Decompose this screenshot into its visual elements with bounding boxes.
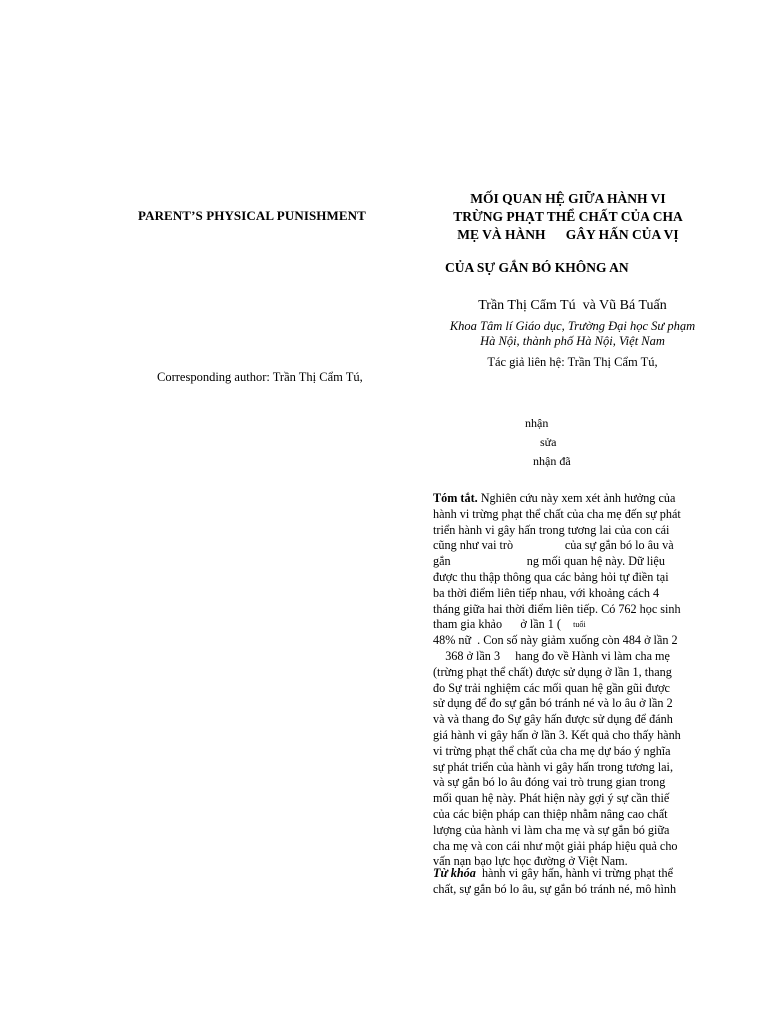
abstract-line: hành vi trừng phạt thể chất của cha mẹ đến sự phát [433, 506, 681, 521]
abstract-line: lượng của hành vi làm cha mẹ và sự gắn bó giữa [433, 822, 670, 837]
abstract-line: 368 ở lần 3 hang đo về Hành vi làm cha mẹ [433, 648, 670, 663]
corresponding-author-en: Corresponding author: Trần Thị Cẩm Tú, [157, 370, 363, 384]
abstract-line: triển hành vi gây hấn trong tương lai của con cái [433, 522, 670, 537]
affiliation-line: Khoa Tâm lí Giáo dục, Trường Đại học Sư phạm [449, 319, 696, 333]
abstract-line: cha mẹ và con cái như một giải pháp hiệu quả cho [433, 838, 678, 853]
abstract-line: vấn nạn bạo lực học đường ở Việt Nam. [433, 854, 628, 869]
abstract [433, 491, 720, 870]
vietnamese-title-line: CỦA SỰ GẮN BÓ KHÔNG AN [445, 260, 629, 275]
abstract-line: và và thang đo Sự gây hấn được sử dụng để đánh [433, 712, 673, 727]
abstract-line: tháng giữa hai thời điểm liên tiếp. Có 762 học sinh [433, 601, 681, 616]
abstract-line: sử dụng để đo sự gắn bó tránh né và lo âu ở lần 2 [433, 696, 673, 711]
affiliation-line: Hà Nội, thành phố Hà Nội, Việt Nam [480, 334, 665, 348]
abstract-line [433, 617, 720, 633]
abstract-line: và sự gắn bó lo âu đóng vai trò trung gian trong [433, 775, 666, 790]
corresponding-author-vi: Tác giả liên hệ: Trần Thị Cẩm Tú, [487, 355, 658, 369]
keywords-line: chất, sự gắn bó lo âu, sự gắn bó tránh né, mô hình [433, 881, 677, 896]
keywords-line [433, 866, 720, 882]
abstract-line: ba thời điểm liên tiếp nhau, với khoảng cách 4 [433, 585, 660, 600]
abstract-text: tuổi [573, 620, 586, 630]
abstract-line: (trừng phạt thể chất) được sử dụng ở lần 1, thang [433, 664, 672, 679]
received-date: nhận [525, 416, 549, 430]
keywords-text: hành vi gây hấn, hành vi trừng phạt thể [475, 866, 674, 880]
abstract-line: cũng như vai trò của sự gắn bó lo âu và [433, 538, 674, 553]
abstract-text: Nghiên cứu này xem xét ảnh hưởng của [477, 491, 676, 505]
authors: Trần Thị Cẩm Tú và Vũ Bá Tuấn [478, 298, 667, 313]
abstract-text: tham gia khảo ở lần 1 ( [433, 617, 574, 632]
abstract-line: của các biện pháp can thiệp nhằm nâng cao chất [433, 806, 668, 821]
abstract-line: được thu thập thông qua các bảng hỏi tự điền tại [433, 569, 669, 584]
keywords-label: Từ khóa [433, 866, 476, 880]
abstract-label: Tóm tắt. [433, 491, 478, 505]
vietnamese-title-line: MẸ VÀ HÀNH GÂY HẤN CỦA VỊ [457, 227, 679, 242]
vietnamese-title [438, 190, 698, 244]
abstract-line: mối quan hệ này. Phát hiện này gợi ý sự cần thiế [433, 791, 670, 806]
affiliation [430, 319, 715, 349]
abstract-line: sự phát triển của hành vi gây hấn trong tương lai, [433, 759, 673, 774]
accepted-date: nhận đã [533, 454, 571, 468]
keywords [433, 866, 720, 898]
vietnamese-title-line: MỐI QUAN HỆ GIỮA HÀNH VI [470, 191, 666, 206]
abstract-line: đo Sự trải nghiệm các mối quan hệ gần gũi được [433, 680, 670, 695]
abstract-line [433, 491, 720, 507]
vietnamese-title-line: TRỪNG PHẠT THỂ CHẤT CỦA CHA [453, 209, 683, 224]
abstract-line: giá hành vi gây hấn ở lần 3. Kết quả cho thấy hành [433, 727, 681, 742]
article-dates [525, 414, 571, 471]
abstract-line: vi trừng phạt thể chất của cha mẹ dự báo ý nghĩa [433, 743, 671, 758]
revised-date: sửa [540, 435, 557, 449]
english-title: PARENT’S PHYSICAL PUNISHMENT [138, 208, 366, 223]
abstract-line: gắn ng mối quan hệ này. Dữ liệu [433, 554, 665, 569]
abstract-line: 48% nữ . Con số này giảm xuống còn 484 ở lần 2 [433, 633, 678, 648]
